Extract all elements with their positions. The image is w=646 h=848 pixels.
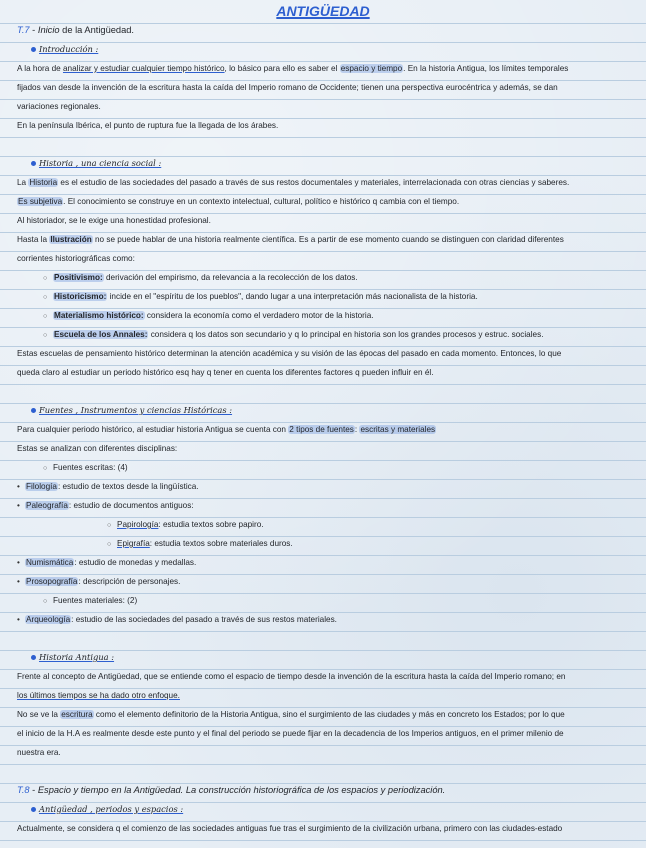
section-heading-text: Fuentes , Instrumentos y ciencias Históricas : (39, 405, 233, 415)
term: Epigrafía (117, 539, 150, 548)
bullet-dot-icon: • (17, 501, 20, 510)
list-item (17, 496, 629, 515)
bullet-dot-icon: • (17, 558, 20, 567)
bullet-dot-icon (31, 161, 36, 166)
text: A la hora de (17, 64, 63, 73)
topic-title: Espacio y tiempo en la Antigüedad. La construcción historiográfica de los espacios y periodización. (37, 785, 446, 795)
text: no se puede hablar de una historia realmente científica. Es a partir de ese momento cuando se distinguen con claridad diferentes (92, 235, 564, 244)
definition: derivación del empirismo, da relevancia a la recolección de los datos. (103, 273, 358, 282)
text: Para cualquier periodo histórico, al estudiar historia Antigua se cuenta con (17, 425, 289, 434)
term: Filología (26, 482, 57, 491)
circle-bullet-icon: ○ (107, 522, 112, 529)
topic-number: T.7 (17, 25, 30, 35)
list-item (17, 515, 629, 534)
list-item (17, 477, 629, 496)
bullet-dot-icon: • (17, 577, 20, 586)
definition: incide en el "espíritu de los pueblos", dando lugar a una interpretación más nacionalista de la historia. (107, 292, 478, 301)
section-heading-text: Historia , una ciencia social : (39, 158, 162, 168)
list-item (17, 591, 629, 610)
section-heading-introduccion (17, 40, 629, 59)
text: Fuentes materiales: (2) (53, 596, 138, 605)
circle-bullet-icon: ○ (43, 275, 48, 282)
bullet-dot-icon (31, 47, 36, 52)
highlighted-text: Es subjetiva (18, 197, 63, 206)
list-item (17, 610, 629, 629)
paragraph-line: corrientes historiográficas como: (17, 254, 135, 263)
text: . En la historia Antigua, los límites temporales (403, 64, 569, 73)
definition: : estudio de monedas y medallas. (74, 558, 197, 567)
page-title: ANTIGÜEDAD (276, 3, 370, 19)
term: Escuela de los Annales: (54, 330, 148, 339)
section-heading-text: Antigüedad , periodos y espacios : (39, 804, 184, 814)
topic-dash: - (29, 25, 38, 35)
paragraph-line (17, 420, 629, 439)
paragraph-line: queda claro al estudiar un periodo histórico esq hay q tener en cuenta los diferentes factores q pueden influir en él. (17, 368, 434, 377)
paragraph-line: Estas se analizan con diferentes disciplinas: (17, 444, 178, 453)
text: Fuentes escritas: (4) (53, 463, 128, 472)
list-item (17, 572, 629, 591)
section-heading-text: Historia Antigua : (39, 652, 115, 662)
highlighted-text: 2 tipos de fuentes (289, 425, 354, 434)
section-heading-historia (17, 154, 629, 173)
highlighted-text: espacio y tiempo (340, 64, 403, 73)
text: , lo básico para ello es saber el (224, 64, 340, 73)
circle-bullet-icon: ○ (43, 332, 48, 339)
section-heading-fuentes (17, 401, 629, 420)
topic-dash: - (29, 785, 38, 795)
definition: : estudio de las sociedades del pasado a través de sus restos materiales. (71, 615, 337, 624)
text: Hasta la (17, 235, 50, 244)
text: : (354, 425, 360, 434)
list-item (17, 268, 629, 287)
topic-7-heading (17, 21, 629, 40)
bullet-dot-icon: • (17, 482, 20, 491)
bullet-dot-icon (31, 408, 36, 413)
topic-8-heading (17, 781, 629, 800)
highlighted-text: escritura (61, 710, 93, 719)
paragraph-line (17, 705, 629, 724)
list-item (17, 306, 629, 325)
paragraph-line (17, 230, 629, 249)
term: Historicismo: (54, 292, 107, 301)
blank-line (17, 762, 629, 781)
paragraph-line: el inicio de la H.A es realmente desde este punto y el final del periodo se puede fijar en la decadencia de los Imperios antiguos, en el primer milenio de (17, 729, 564, 738)
highlighted-text: Historia (29, 178, 58, 187)
term: Papirología (117, 520, 159, 529)
definition: : descripción de personajes. (78, 577, 181, 586)
list-item (17, 287, 629, 306)
text: . El conocimiento se construye en un contexto intelectual, cultural, político e histórico q cambia con el tiempo. (63, 197, 460, 206)
topic-title-rest: de la Antigüedad. (59, 25, 135, 35)
section-heading-historia-antigua (17, 648, 629, 667)
text: como el elemento definitorio de la Historia Antigua, sino el surgimiento de las ciudades y más en concreto los Estados; por lo que (93, 710, 565, 719)
term: Prosopografía (26, 577, 78, 586)
term: Positivismo: (54, 273, 103, 282)
text: La (17, 178, 29, 187)
list-item (17, 458, 629, 477)
definition: considera la economía como el verdadero motor de la historia. (144, 311, 374, 320)
bullet-dot-icon (31, 655, 36, 660)
paragraph-line (17, 59, 629, 78)
list-item (17, 325, 629, 344)
paragraph-line (17, 173, 629, 192)
topic-number: T.8 (17, 785, 30, 795)
circle-bullet-icon: ○ (107, 541, 112, 548)
definition: considera q los datos son secundario y q lo principal en historia son los grandes procesos y estruc. sociales. (148, 330, 544, 339)
paragraph-line: los últimos tiempos se ha dado otro enfoque. (17, 691, 180, 700)
paragraph-line: Estas escuelas de pensamiento histórico determinan la atención académica y su visión de las épocas del pasado en cada momento. Entonces, lo que (17, 349, 562, 358)
paragraph-line: Actualmente, se considera q el comienzo de las sociedades antiguas fue tras el surgimiento de la civilización urbana, primero con las ciudades-estado (17, 824, 563, 833)
paragraph-line: En la península Ibérica, el punto de ruptura fue la llegada de los árabes. (17, 121, 279, 130)
text: No se ve la (17, 710, 61, 719)
bullet-dot-icon: • (17, 615, 20, 624)
underlined-text: analizar y estudiar cualquier tiempo histórico (62, 64, 225, 73)
term: Materialismo histórico: (54, 311, 144, 320)
list-item (17, 553, 629, 572)
definition: : estudia textos sobre materiales duros. (149, 539, 293, 548)
circle-bullet-icon: ○ (43, 465, 48, 472)
paragraph-line: nuestra era. (17, 748, 61, 757)
term: Paleografía (26, 501, 68, 510)
paragraph-line (17, 192, 629, 211)
blank-line (17, 135, 629, 154)
term: Numismática (26, 558, 74, 567)
definition: : estudio de documentos antiguos: (68, 501, 194, 510)
definition: : estudia textos sobre papiro. (158, 520, 264, 529)
text: es el estudio de las sociedades del pasado a través de sus restos documentales y materiales, interrelacionada con otras ciencias y saberes. (58, 178, 570, 187)
paragraph-line: Al historiador, se le exige una honestidad profesional. (17, 216, 211, 225)
circle-bullet-icon: ○ (43, 598, 48, 605)
term: Arqueología (26, 615, 71, 624)
definition: : estudio de textos desde la lingüística. (57, 482, 199, 491)
section-heading-text: Introducción : (39, 44, 99, 54)
document-page (17, 2, 629, 838)
circle-bullet-icon: ○ (43, 313, 48, 320)
list-item (17, 534, 629, 553)
blank-line (17, 382, 629, 401)
highlighted-text: escritas y materiales (360, 425, 436, 434)
paragraph-line: fijados van desde la invención de la escritura hasta la caída del Imperio romano de Occidente; tienen una perspectiva eurocéntrica y además, se dan (17, 83, 558, 92)
topic-title-start: Inicio (37, 25, 60, 35)
highlighted-text: Ilustración (50, 235, 92, 244)
blank-line (17, 629, 629, 648)
bullet-dot-icon (31, 807, 36, 812)
section-heading-periodos (17, 800, 629, 819)
paragraph-line: Frente al concepto de Antigüedad, que se entiende como el espacio de tiempo desde la invención de la escritura hasta la caída del Imperio romano; en (17, 672, 566, 681)
circle-bullet-icon: ○ (43, 294, 48, 301)
paragraph-line: variaciones regionales. (17, 102, 101, 111)
